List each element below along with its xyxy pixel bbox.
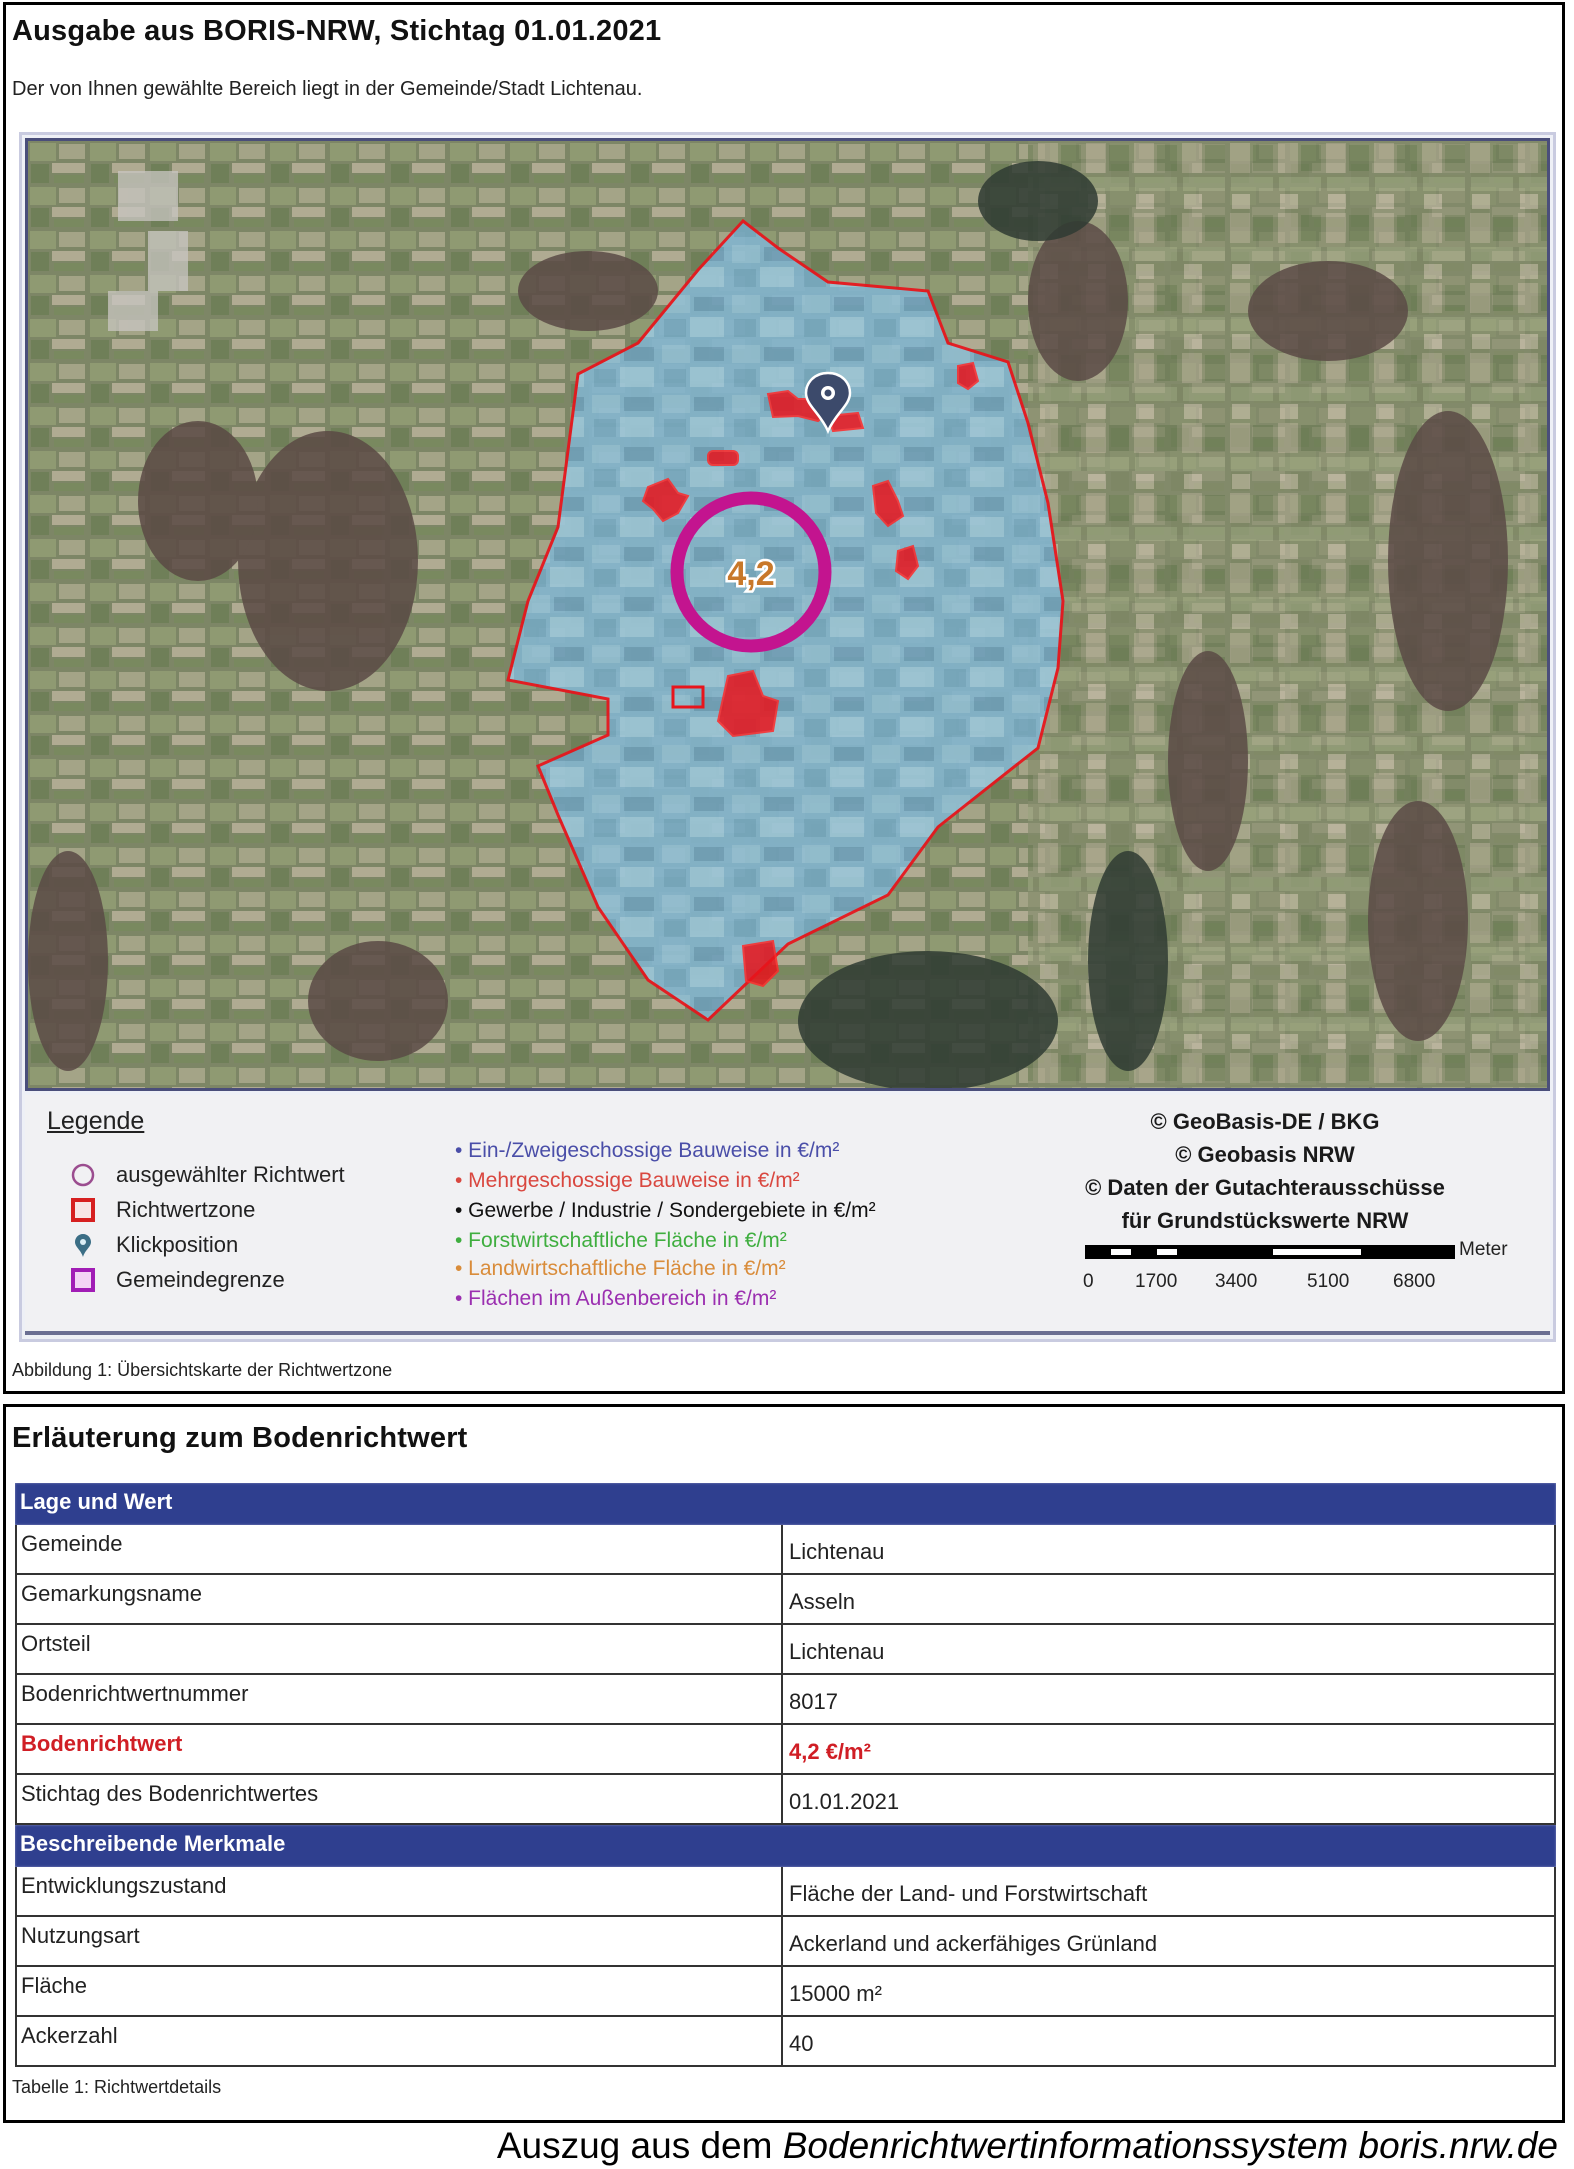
row-key: Gemeinde bbox=[17, 1525, 783, 1573]
row-key: Fläche bbox=[17, 1967, 783, 2015]
row-value: Ackerland und ackerfähiges Grünland bbox=[789, 1931, 1158, 1956]
row-key: Ortsteil bbox=[17, 1625, 783, 1673]
map-frame bbox=[19, 132, 1556, 1342]
figure-caption: Abbildung 1: Übersichtskarte der Richtwertzone bbox=[12, 1360, 393, 1380]
zone-value-label: 4,2 bbox=[727, 555, 775, 593]
row-value: 4,2 €/m² bbox=[789, 1739, 871, 1764]
map-output-section bbox=[3, 2, 1565, 1394]
scale-tick-4: 6800 bbox=[1393, 1271, 1436, 1292]
row-value: 40 bbox=[789, 2031, 814, 2056]
circle-outline-icon bbox=[70, 1162, 96, 1188]
table-section-header-location: Lage und Wert bbox=[15, 1483, 1556, 1525]
legend-item-zone: Richtwertzone bbox=[70, 1195, 255, 1225]
row-value: Lichtenau bbox=[789, 1639, 885, 1664]
map-pin-icon bbox=[70, 1232, 96, 1258]
legend-title: Legende bbox=[47, 1107, 145, 1135]
page-subtitle: Der von Ihnen gewählte Bereich liegt in der Gemeinde/Stadt Lichtenau. bbox=[12, 78, 643, 100]
legend-category-4: • Forstwirtschaftliche Fläche in €/m² bbox=[455, 1229, 787, 1252]
legend-category-1: • Ein-/Zweigeschossige Bauweise in €/m² bbox=[455, 1139, 840, 1162]
scale-tick-0: 0 bbox=[1083, 1271, 1094, 1292]
table-row bbox=[15, 1625, 1556, 1675]
map-view[interactable] bbox=[25, 138, 1550, 1091]
red-square-icon bbox=[70, 1197, 96, 1223]
table-row bbox=[15, 1917, 1556, 1967]
table-row bbox=[15, 1525, 1556, 1575]
row-value: Fläche der Land- und Forstwirtschaft bbox=[789, 1881, 1148, 1906]
table-row bbox=[15, 2017, 1556, 2067]
row-value: 8017 bbox=[789, 1689, 838, 1714]
row-value: 15000 m² bbox=[789, 1981, 882, 2006]
table-section-header-features: Beschreibende Merkmale bbox=[15, 1825, 1556, 1867]
copyright-line-1: © GeoBasis-DE / BKG bbox=[1150, 1109, 1380, 1134]
source-footer: Auszug aus dem Bodenrichtwertinformationssystem boris.nrw.de bbox=[496, 2125, 1558, 2166]
table-row bbox=[15, 1675, 1556, 1725]
scale-unit: Meter bbox=[1459, 1239, 1508, 1260]
row-key: Nutzungsart bbox=[17, 1917, 783, 1965]
row-value: Asseln bbox=[789, 1589, 856, 1614]
row-key: Stichtag des Bodenrichtwertes bbox=[17, 1775, 783, 1823]
aerial-map bbox=[28, 141, 1547, 1088]
legend-category-6: • Flächen im Außenbereich in €/m² bbox=[455, 1287, 777, 1310]
table-row bbox=[15, 1867, 1556, 1917]
scale-tick-3: 5100 bbox=[1307, 1271, 1350, 1292]
copyright-line-4: für Grundstückswerte NRW bbox=[1121, 1208, 1409, 1233]
copyright-line-2: © Geobasis NRW bbox=[1175, 1142, 1355, 1167]
legend-category-5: • Landwirtschaftliche Fläche in €/m² bbox=[455, 1257, 786, 1280]
source-system-name: Bodenrichtwertinformationssystem boris.nrw.de bbox=[782, 2125, 1558, 2166]
scale-tick-1: 1700 bbox=[1135, 1271, 1178, 1292]
legend-item-click-position: Klickposition bbox=[70, 1230, 238, 1260]
table-row bbox=[15, 1967, 1556, 2017]
legend-category-2: • Mehrgeschossige Bauweise in €/m² bbox=[455, 1169, 800, 1192]
scale-bar bbox=[1085, 1245, 1455, 1259]
page-title: Ausgabe aus BORIS-NRW, Stichtag 01.01.2021 bbox=[12, 15, 662, 47]
purple-square-icon bbox=[70, 1267, 96, 1293]
table-row bbox=[15, 1775, 1556, 1825]
table-row bbox=[15, 1575, 1556, 1625]
copyright-line-3: © Daten der Gutachterausschüsse bbox=[1085, 1175, 1445, 1200]
table-row-land-value bbox=[15, 1725, 1556, 1775]
row-key: Bodenrichtwertnummer bbox=[17, 1675, 783, 1723]
table-caption: Tabelle 1: Richtwertdetails bbox=[12, 2077, 222, 2097]
row-key: Bodenrichtwert bbox=[17, 1725, 783, 1773]
legend-category-3: • Gewerbe / Industrie / Sondergebiete in €/m² bbox=[455, 1199, 876, 1222]
scale-tick-2: 3400 bbox=[1215, 1271, 1258, 1292]
row-key: Ackerzahl bbox=[17, 2017, 783, 2065]
row-key: Entwicklungszustand bbox=[17, 1867, 783, 1915]
details-section bbox=[3, 1404, 1565, 2123]
legend-item-municipal-boundary: Gemeindegrenze bbox=[70, 1265, 285, 1295]
row-value: 01.01.2021 bbox=[789, 1789, 900, 1814]
details-title: Erläuterung zum Bodenrichtwert bbox=[12, 1422, 468, 1454]
row-key: Gemarkungsname bbox=[17, 1575, 783, 1623]
row-value: Lichtenau bbox=[789, 1539, 885, 1564]
map-legend bbox=[25, 1095, 1550, 1335]
legend-item-selected-value: ausgewählter Richtwert bbox=[70, 1160, 345, 1190]
